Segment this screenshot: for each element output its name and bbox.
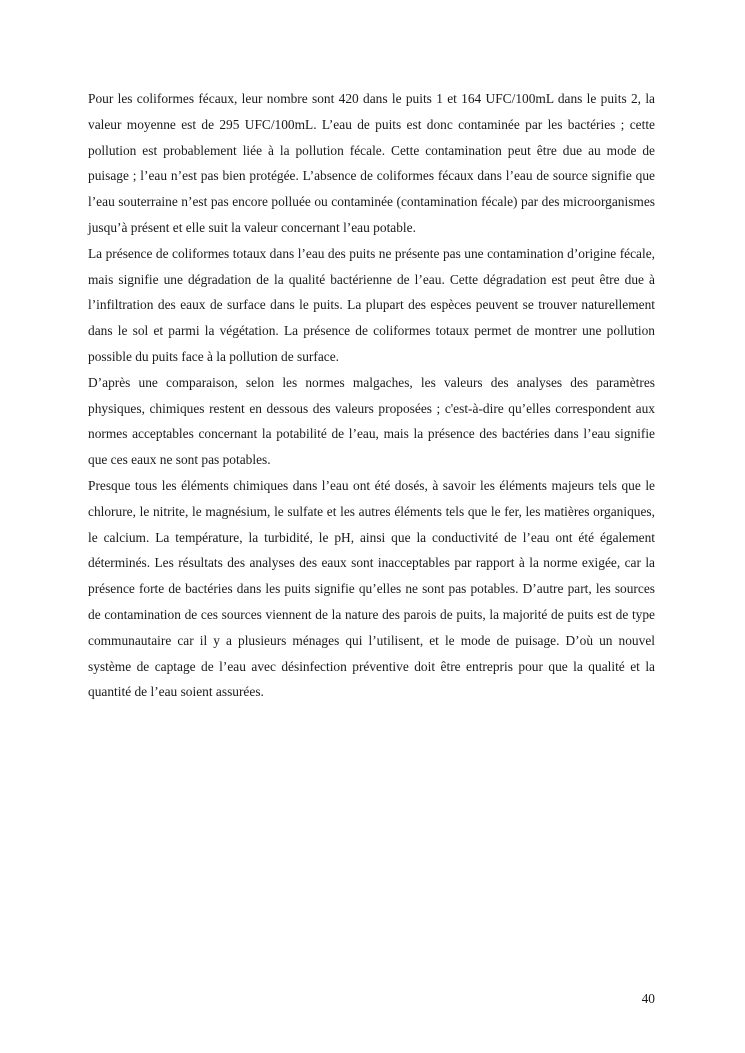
paragraph-total-coliforms: La présence de coliformes totaux dans l’eau des puits ne présente pas une contamination d’origine fécale, mais signifie une dégradation de la qualité bactérienne de l’eau. Cette dégradation est peut être due à l’infiltration des eaux de surface dans le puits. La plupart des espèces peuvent se trouver naturellement dans le sol et parmi la végétation. La présence de coliformes totaux permet de montrer une pollution possible du puits face à la pollution de surface.	[88, 245, 655, 364]
paragraph-fecal-coliforms: Pour les coliformes fécaux, leur nombre sont 420 dans le puits 1 et 164 UFC/100mL dans le puits 2, la valeur moyenne est de 295 UFC/100mL. L’eau de puits est donc contaminée par les bactéries ; cette pollution est probablement liée à la pollution fécale. Cette contamination peut être due au mode de puisage ; l’eau n’est pas bien protégée. L’absence de coliformes fécaux dans l’eau de source signifie que l’eau souterraine n’est pas encore polluée ou contaminée (contamination fécale) par des microorganismes jusqu’à présent et elle suit la valeur concernant l’eau potable.	[88, 91, 655, 235]
page-number: 40	[641, 991, 655, 1006]
paragraph-norms-comparison: D’après une comparaison, selon les normes malgaches, les valeurs des analyses des paramètres physiques, chimiques restent en dessous des valeurs proposées ; c'est-à-dire qu’elles correspondent aux normes acceptables concernant la potabilité de l’eau, mais la présence des bactéries dans l’eau signifie que ces eaux ne sont pas potables.	[88, 374, 655, 468]
paragraph-chemical-elements: Presque tous les éléments chimiques dans l’eau ont été dosés, à savoir les éléments majeurs tels que le chlorure, le nitrite, le magnésium, le sulfate et les autres éléments tels que le fer, les matières organiques, le calcium. La température, la turbidité, le pH, ainsi que la conductivité de l’eau ont été également déterminés. Les résultats des analyses des eaux sont inacceptables par rapport à la norme exigée, car la présence forte de bactéries dans les puits signifie qu’elles ne sont pas potables. D’autre part, les sources de contamination de ces sources viennent de la nature des parois de puits, la majorité de puits est de type communautaire car il y a plusieurs ménages qui l’utilisent, et le mode de puisage. D’où un nouvel système de captage de l’eau avec désinfection préventive doit être entrepris pour que la qualité et la quantité de l’eau soient assurées.	[88, 477, 655, 700]
body-text	[88, 86, 655, 705]
